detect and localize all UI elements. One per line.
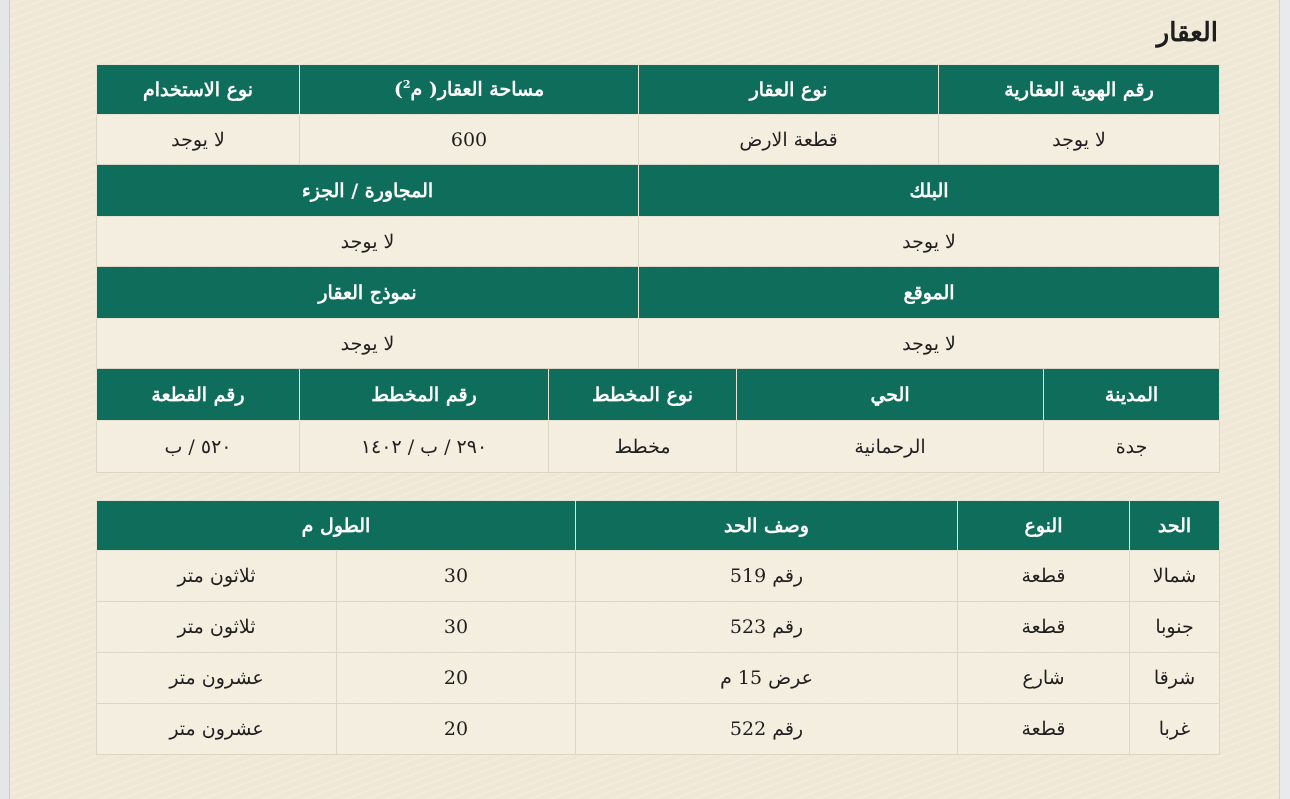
header-cell: رقم القطعة	[97, 369, 300, 421]
value-cell: لا يوجد	[639, 217, 1220, 267]
table-row	[97, 551, 1220, 602]
value-cell: لا يوجد	[639, 319, 1220, 369]
property-value-row-1	[97, 115, 1220, 165]
header-cell: البلك	[639, 165, 1220, 217]
boundary-length-words-cell: ثلاثون متر	[97, 551, 337, 602]
table-row	[97, 653, 1220, 704]
header-cell: المجاورة / الجزء	[97, 165, 639, 217]
boundary-direction-cell: شرقا	[1130, 653, 1220, 704]
property-header-row-1	[97, 65, 1220, 115]
header-cell: نموذج العقار	[97, 267, 639, 319]
header-cell: المدينة	[1044, 369, 1220, 421]
header-cell: الموقع	[639, 267, 1220, 319]
boundary-description-cell: عرض 15 م	[576, 653, 958, 704]
boundaries-table	[96, 500, 1220, 755]
boundary-description-cell: رقم 522	[576, 704, 958, 755]
value-cell: ٢٩٠ / ب / ١٤٠٢	[300, 421, 549, 473]
table-row	[97, 704, 1220, 755]
left-window-edge	[0, 0, 10, 799]
value-cell: لا يوجد	[939, 115, 1220, 165]
boundary-description-cell: رقم 523	[576, 602, 958, 653]
property-header-row-2	[97, 165, 1220, 217]
boundary-length-number-cell: 20	[337, 653, 576, 704]
value-cell: مخطط	[549, 421, 737, 473]
header-cell: نوع المخطط	[549, 369, 737, 421]
boundary-direction-cell: شمالا	[1130, 551, 1220, 602]
property-info-table	[96, 64, 1220, 473]
header-cell: وصف الحد	[576, 501, 958, 551]
boundary-type-cell: قطعة	[958, 704, 1130, 755]
boundary-direction-cell: جنوبا	[1130, 602, 1220, 653]
boundary-length-words-cell: ثلاثون متر	[97, 602, 337, 653]
boundary-length-number-cell: 30	[337, 551, 576, 602]
boundaries-header-row	[97, 501, 1220, 551]
boundary-length-words-cell: عشرون متر	[97, 653, 337, 704]
boundary-description-cell: رقم 519	[576, 551, 958, 602]
location-value-row	[97, 421, 1220, 473]
header-cell: رقم المخطط	[300, 369, 549, 421]
value-cell: الرحمانية	[737, 421, 1044, 473]
value-cell: لا يوجد	[97, 319, 639, 369]
boundary-length-words-cell: عشرون متر	[97, 704, 337, 755]
boundary-type-cell: شارع	[958, 653, 1130, 704]
value-cell: جدة	[1044, 421, 1220, 473]
value-cell: ٥٢٠ / ب	[97, 421, 300, 473]
property-header-row-3	[97, 267, 1220, 319]
section-title: العقار	[1156, 18, 1218, 48]
header-cell: النوع	[958, 501, 1130, 551]
property-value-row-2	[97, 217, 1220, 267]
value-cell: 600	[300, 115, 639, 165]
table-row	[97, 602, 1220, 653]
header-cell: الطول م	[97, 501, 576, 551]
value-cell: لا يوجد	[97, 217, 639, 267]
header-cell: نوع الاستخدام	[97, 65, 300, 115]
boundary-type-cell: قطعة	[958, 602, 1130, 653]
property-value-row-3	[97, 319, 1220, 369]
boundary-type-cell: قطعة	[958, 551, 1130, 602]
boundary-length-number-cell: 20	[337, 704, 576, 755]
header-cell: الحي	[737, 369, 1044, 421]
header-cell: نوع العقار	[639, 65, 939, 115]
header-cell: مساحة العقار( م$^2$)	[300, 65, 639, 115]
boundary-direction-cell: غربا	[1130, 704, 1220, 755]
header-cell: الحد	[1130, 501, 1220, 551]
value-cell: قطعة الارض	[639, 115, 939, 165]
right-scrollbar-edge	[1279, 0, 1290, 799]
location-header-row	[97, 369, 1220, 421]
value-cell: لا يوجد	[97, 115, 300, 165]
boundary-length-number-cell: 30	[337, 602, 576, 653]
header-cell: رقم الهوية العقارية	[939, 65, 1220, 115]
